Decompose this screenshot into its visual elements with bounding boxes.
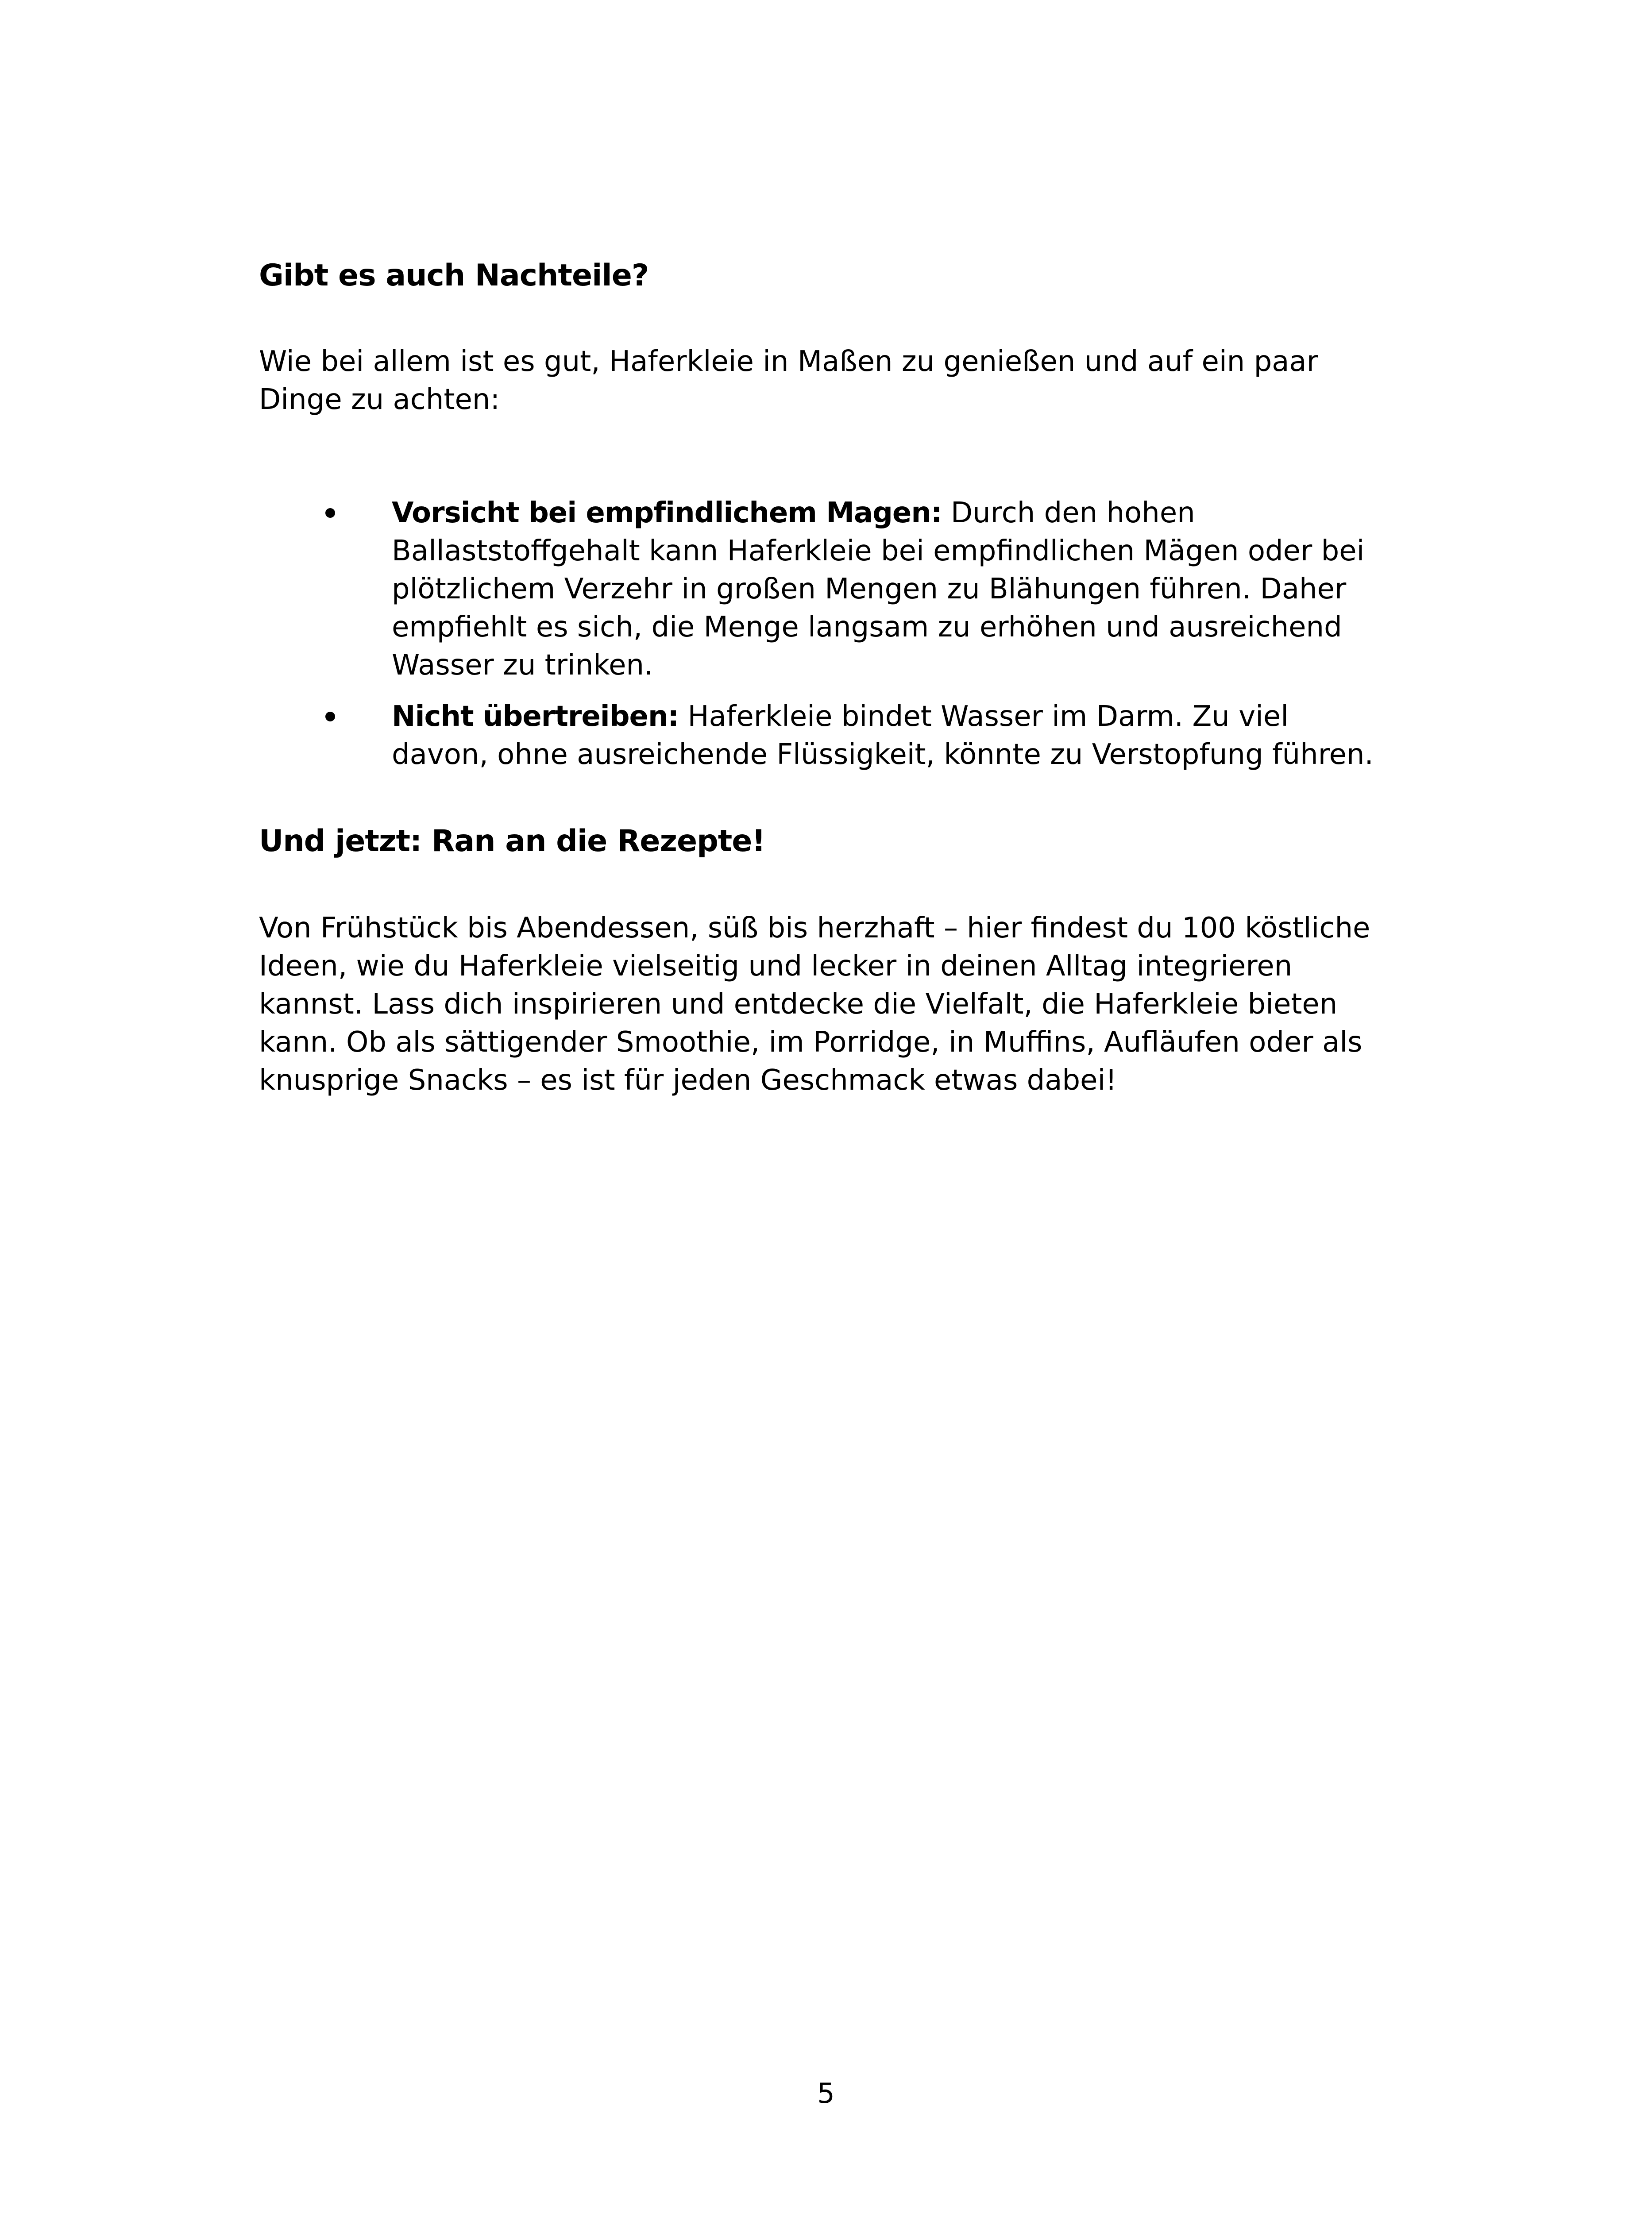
bullet-icon xyxy=(325,508,335,518)
list-item xyxy=(259,698,1392,774)
section-heading-drawbacks: Gibt es auch Nachteile? xyxy=(259,258,649,293)
section-heading-recipes: Und jetzt: Ran an die Rezepte! xyxy=(259,824,765,859)
intro-paragraph: Wie bei allem ist es gut, Haferkleie in Maßen zu genießen und auf ein paar Dinge zu achten: xyxy=(259,345,1318,416)
bullet-lead-text: Nicht übertreiben: xyxy=(392,700,679,733)
bullet-lead-text: Vorsicht bei empfindlichem Magen: xyxy=(392,497,942,529)
bullet-body-text: Haferkleie bindet Wasser im Darm. Zu viel davon, ohne ausreichende Flüssigkeit, könnte zu Verstopfung führen. xyxy=(392,700,1374,771)
recipes-paragraph: Von Frühstück bis Abendessen, süß bis herzhaft – hier findest du 100 köstliche Ideen, wie du Haferkleie vielseitig und lecker in deinen Alltag integrieren kannst. Lass dich inspirieren und entdecke die Vielfalt, die Haferkleie bieten kann. Ob als sättigender Smoothie, im Porridge, in Muffins, Aufläufen oder als knusprige Snacks – es ist für jeden Geschmack etwas dabei! xyxy=(259,912,1370,1097)
list-item xyxy=(259,494,1392,684)
bullet-body-text: Durch den hohen Ballaststoffgehalt kann Haferkleie bei empfindlichen Mägen oder bei plötzlichem Verzehr in großen Mengen zu Blähungen führen. Daher empfiehlt es sich, die Menge langsam zu erhöhen und ausreichend Wasser zu trinken. xyxy=(392,497,1365,682)
page-number: 5 xyxy=(817,2077,835,2109)
bullet-icon xyxy=(325,712,335,721)
bullet-list xyxy=(259,494,1392,774)
page-content xyxy=(259,257,1392,1099)
